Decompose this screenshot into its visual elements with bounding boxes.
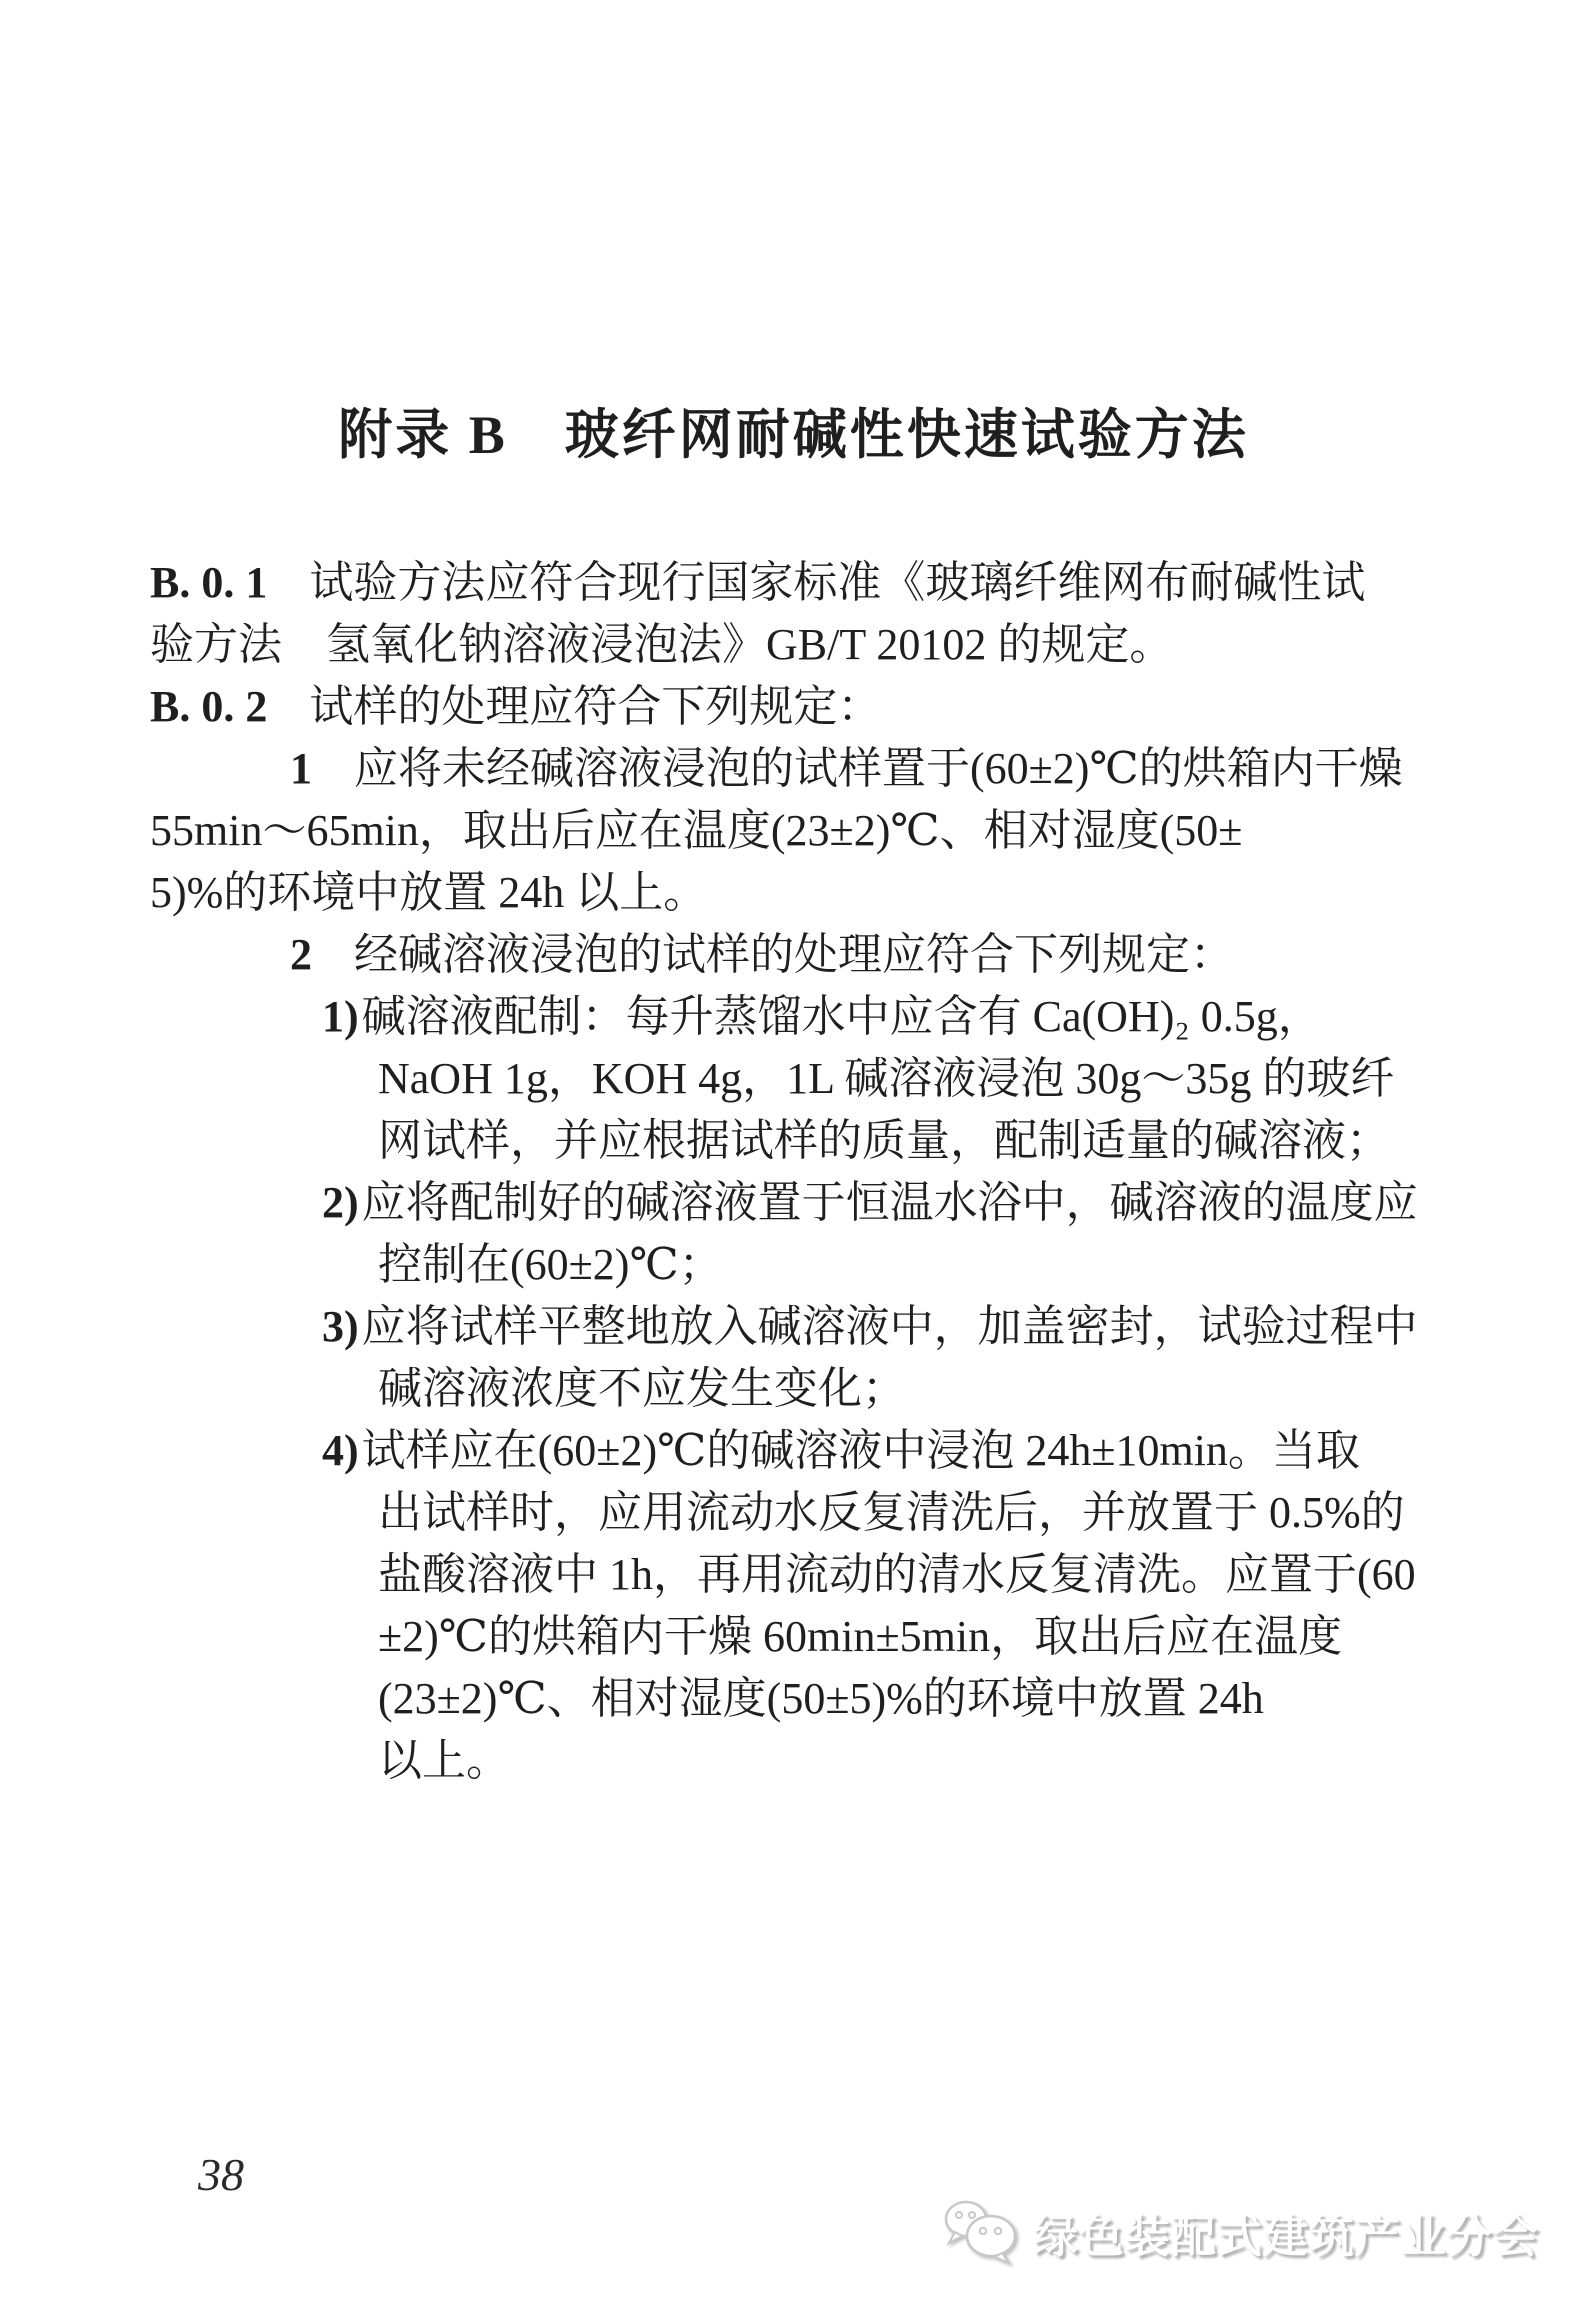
line-text: 应将未经碱溶液浸泡的试样置于(60±2)℃的烘箱内干燥 [354,744,1403,793]
line-text: NaOH 1g，KOH 4g，1L 碱溶液浸泡 30g～35g 的玻纤 [378,1054,1395,1103]
line-text: ±2)℃的烘箱内干燥 60min±5min，取出后应在温度 [378,1612,1343,1661]
text-line [150,1544,1470,1606]
line-text: 网试样，并应根据试样的质量，配制适量的碱溶液； [378,1116,1390,1165]
page-number: 38 [198,2149,244,2200]
line-label: 4) [322,1426,359,1475]
wechat-icon [941,2198,1021,2266]
line-label: 2) [322,1178,359,1227]
line-text: 试验方法应符合现行国家标准《玻璃纤维网布耐碱性试 [309,558,1366,607]
text-line [150,1420,1470,1482]
line-text: 应将配制好的碱溶液置于恒温水浴中，碱溶液的温度应 [361,1178,1418,1227]
line-label: 1 [290,744,312,793]
text-line [150,552,1470,614]
footer-brand-text: 绿色装配式建筑产业分会 [1032,2210,1539,2262]
line-text: 控制在(60±2)℃； [378,1240,723,1289]
text-line [150,1668,1470,1730]
text-line [150,1358,1470,1420]
text-line [150,1172,1470,1234]
document-body [150,552,1470,1792]
line-label: 3) [322,1302,359,1351]
text-line [150,676,1470,738]
line-label: 2 [290,930,312,979]
line-label: B. 0. 2 [150,682,268,731]
text-line [150,1482,1470,1544]
line-text: 应将试样平整地放入碱溶液中，加盖密封，试验过程中 [361,1302,1418,1351]
line-text: 经碱溶液浸泡的试样的处理应符合下列规定： [354,930,1234,979]
line-text: 5)%的环境中放置 24h 以上。 [150,868,708,917]
line-label: B. 0. 1 [150,558,268,607]
line-text: 碱溶液配制：每升蒸馏水中应含有 Ca(OH)₂ 0.5g， [361,992,1322,1041]
text-line [150,738,1470,800]
page-title: 附录 B 玻纤网耐碱性快速试验方法 [338,405,1249,465]
text-line [150,1606,1470,1668]
text-line [150,1048,1470,1110]
line-text: (23±2)℃、相对湿度(50±5)%的环境中放置 24h [378,1674,1264,1723]
text-line [150,1110,1470,1172]
text-line [150,1296,1470,1358]
line-text: 55min～65min，取出后应在温度(23±2)℃、相对湿度(50± [150,806,1243,855]
line-label: 1) [322,992,359,1041]
line-text: 以上。 [378,1736,510,1785]
text-line [150,800,1470,862]
text-line [150,986,1470,1048]
line-text: 试样的处理应符合下列规定： [309,682,882,731]
text-line [150,862,1470,924]
text-line [150,614,1470,676]
text-line [150,924,1470,986]
line-text: 盐酸溶液中 1h，再用流动的清水反复清洗。应置于(60 [378,1550,1416,1599]
text-line [150,1234,1470,1296]
line-text: 试样应在(60±2)℃的碱溶液中浸泡 24h±10min。当取 [361,1426,1360,1475]
footer-watermark [941,2198,1539,2266]
line-text: 验方法 氢氧化钠溶液浸泡法》GB/T 20102 的规定。 [150,620,1174,669]
line-text: 碱溶液浓度不应发生变化； [378,1364,906,1413]
text-line [150,1730,1470,1792]
line-text: 出试样时，应用流动水反复清洗后，并放置于 0.5%的 [378,1488,1405,1537]
